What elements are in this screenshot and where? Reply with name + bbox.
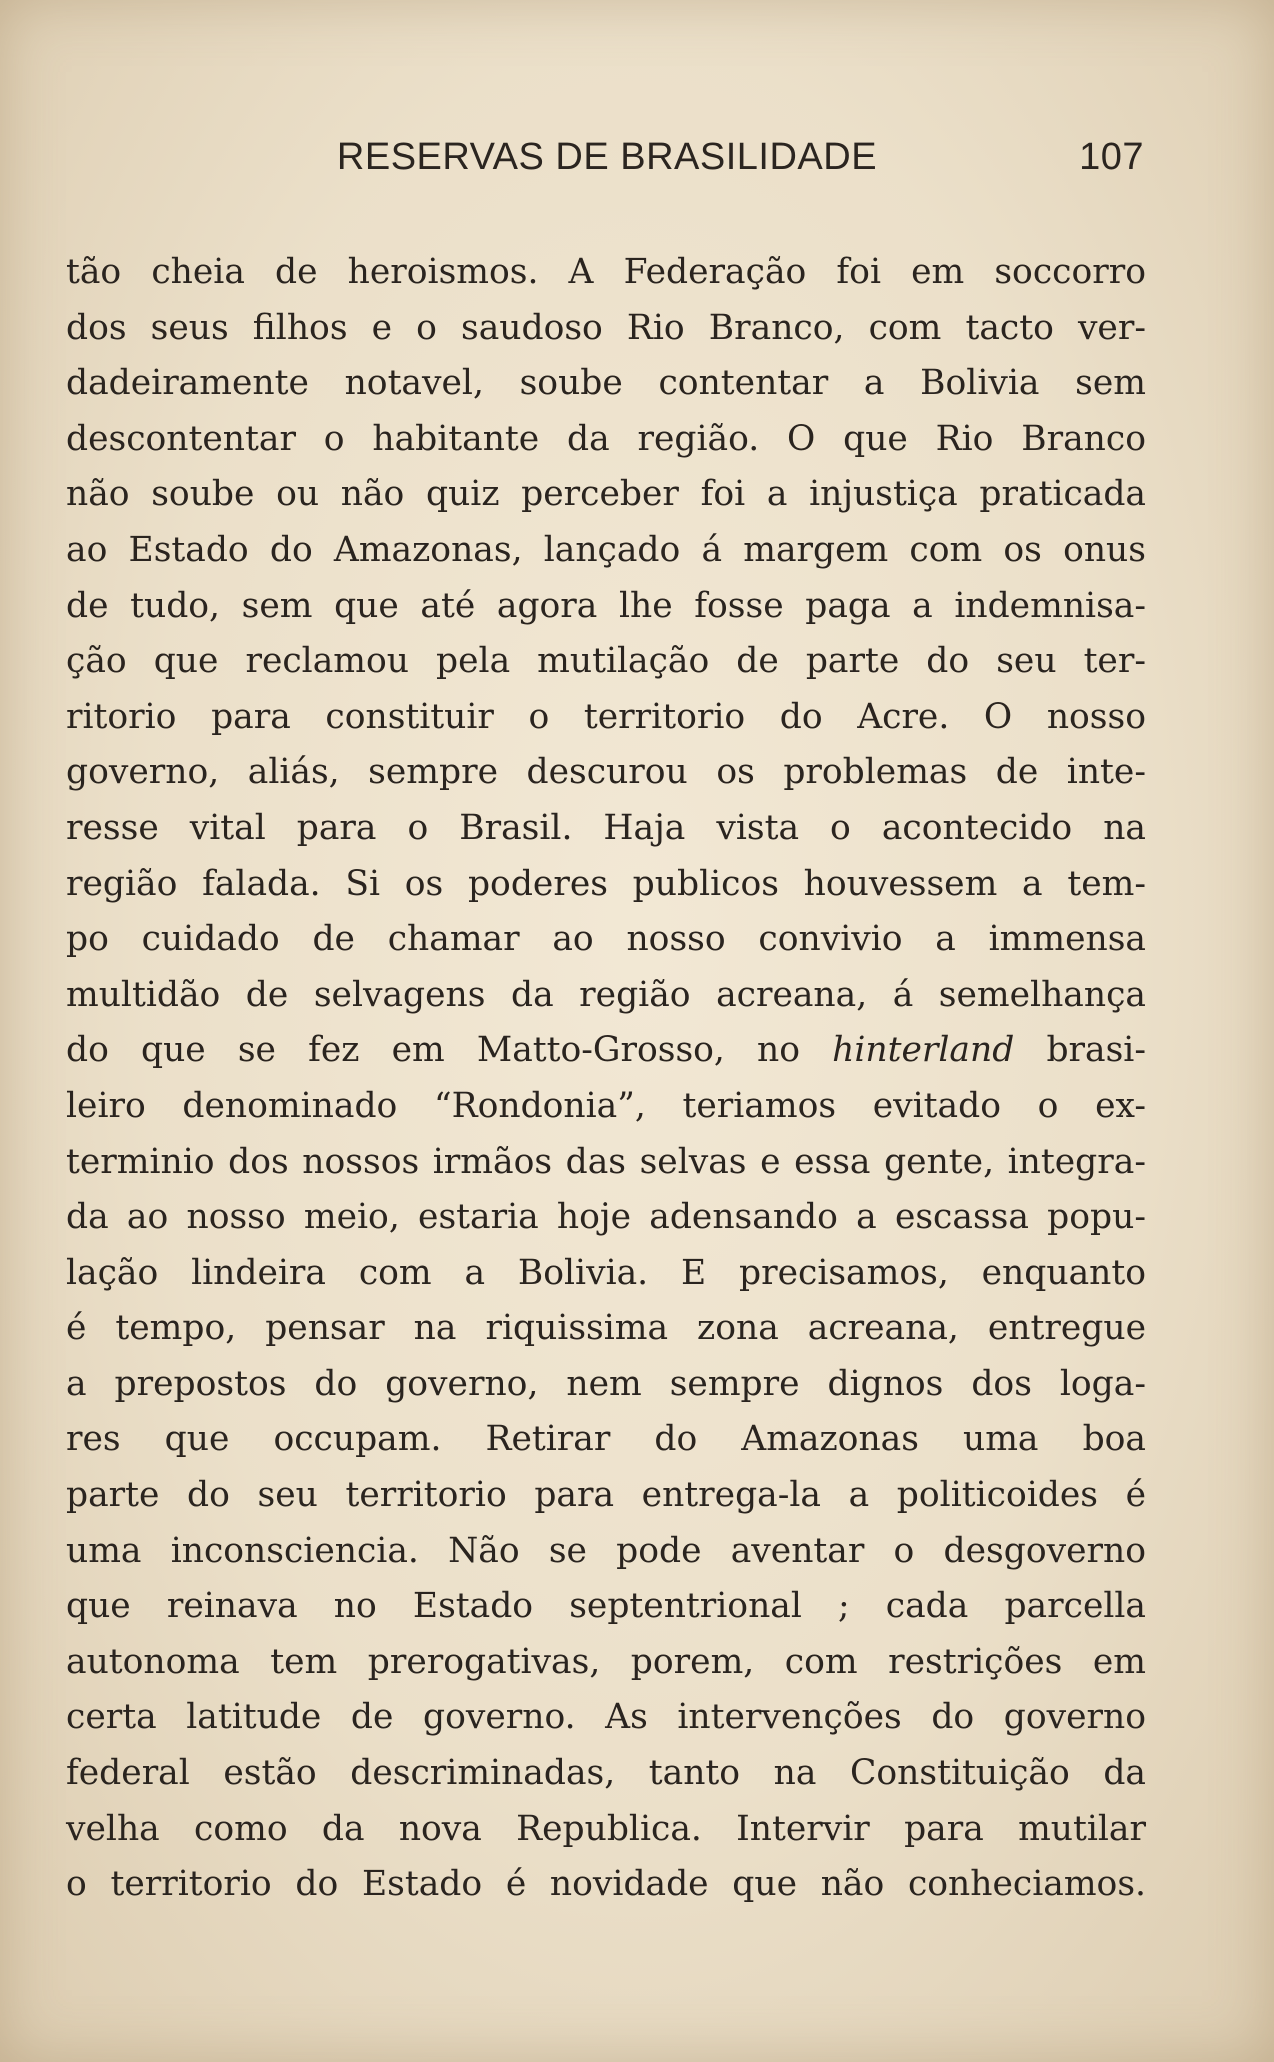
text-line: o territorio do Estado é novidade que não conheciamos. (66, 1864, 1146, 1905)
page-number: 107 (1079, 136, 1144, 178)
text-line: multidão de selvagens da região acreana, á semelhança (66, 974, 1146, 1015)
text-line: federal estão descriminadas, tanto na Constituição da (66, 1753, 1146, 1794)
text-line: da ao nosso meio, estaria hoje adensando a escassa popu- (66, 1197, 1146, 1238)
text-line: velha como da nova Republica. Intervir para mutilar (66, 1808, 1146, 1849)
text-line: ao Estado do Amazonas, lançado á margem com os onus (66, 529, 1146, 570)
line-15-start: do que se fez em Matto-Grosso, no (66, 1030, 801, 1071)
text-line: po cuidado de chamar ao nosso convivio a immensa (66, 919, 1146, 960)
text-line: que reinava no Estado septentrional ; cada parcella (66, 1586, 1146, 1627)
text-line: de tudo, sem que até agora lhe fosse paga a indemnisa- (66, 585, 1146, 626)
text-line-with-italic (66, 1023, 1146, 1079)
text-line: região falada. Si os poderes publicos houvessem a tem- (66, 863, 1146, 904)
text-line: uma inconsciencia. Não se pode aventar o desgoverno (66, 1530, 1146, 1571)
running-head (70, 136, 1144, 184)
text-line: terminio dos nossos irmãos das selvas e essa gente, integra- (66, 1141, 1146, 1182)
text-line: descontentar o habitante da região. O que Rio Branco (66, 418, 1146, 459)
text-line: autonoma tem prerogativas, porem, com restrições em (66, 1641, 1146, 1682)
text-line: a prepostos do governo, nem sempre dignos dos loga- (66, 1363, 1146, 1404)
running-head-title: RESERVAS DE BRASILIDADE (336, 136, 878, 178)
text-line: dadeiramente notavel, soube contentar a Bolivia sem (66, 363, 1146, 404)
italic-term-hinterland: hinterland (832, 1030, 1015, 1071)
text-line: certa latitude de governo. As intervenções do governo (66, 1697, 1146, 1738)
text-line: leiro denominado “Rondonia”, teriamos evitado o ex- (66, 1085, 1146, 1126)
text-line: ritorio para constituir o territorio do Acre. O nosso (66, 696, 1146, 737)
text-line: é tempo, pensar na riquissima zona acreana, entregue (66, 1308, 1146, 1349)
text-line: resse vital para o Brasil. Haja vista o acontecido na (66, 807, 1146, 848)
body-paragraph (66, 245, 1146, 1913)
text-line: dos seus filhos e o saudoso Rio Branco, com tacto ver- (66, 307, 1146, 348)
text-line: tão cheia de heroismos. A Federação foi em soccorro (66, 252, 1146, 292)
text-line: parte do seu territorio para entrega-la a politicoides é (66, 1475, 1146, 1516)
text-line: governo, aliás, sempre descurou os problemas de inte- (66, 752, 1146, 793)
text-line: não soube ou não quiz perceber foi a injustiça praticada (66, 474, 1146, 515)
line-15-end: brasi- (1046, 1030, 1146, 1071)
text-line: lação lindeira com a Bolivia. E precisamos, enquanto (66, 1252, 1146, 1293)
text-line: res que occupam. Retirar do Amazonas uma boa (66, 1419, 1146, 1460)
text-line: ção que reclamou pela mutilação de parte do seu ter- (66, 641, 1146, 682)
